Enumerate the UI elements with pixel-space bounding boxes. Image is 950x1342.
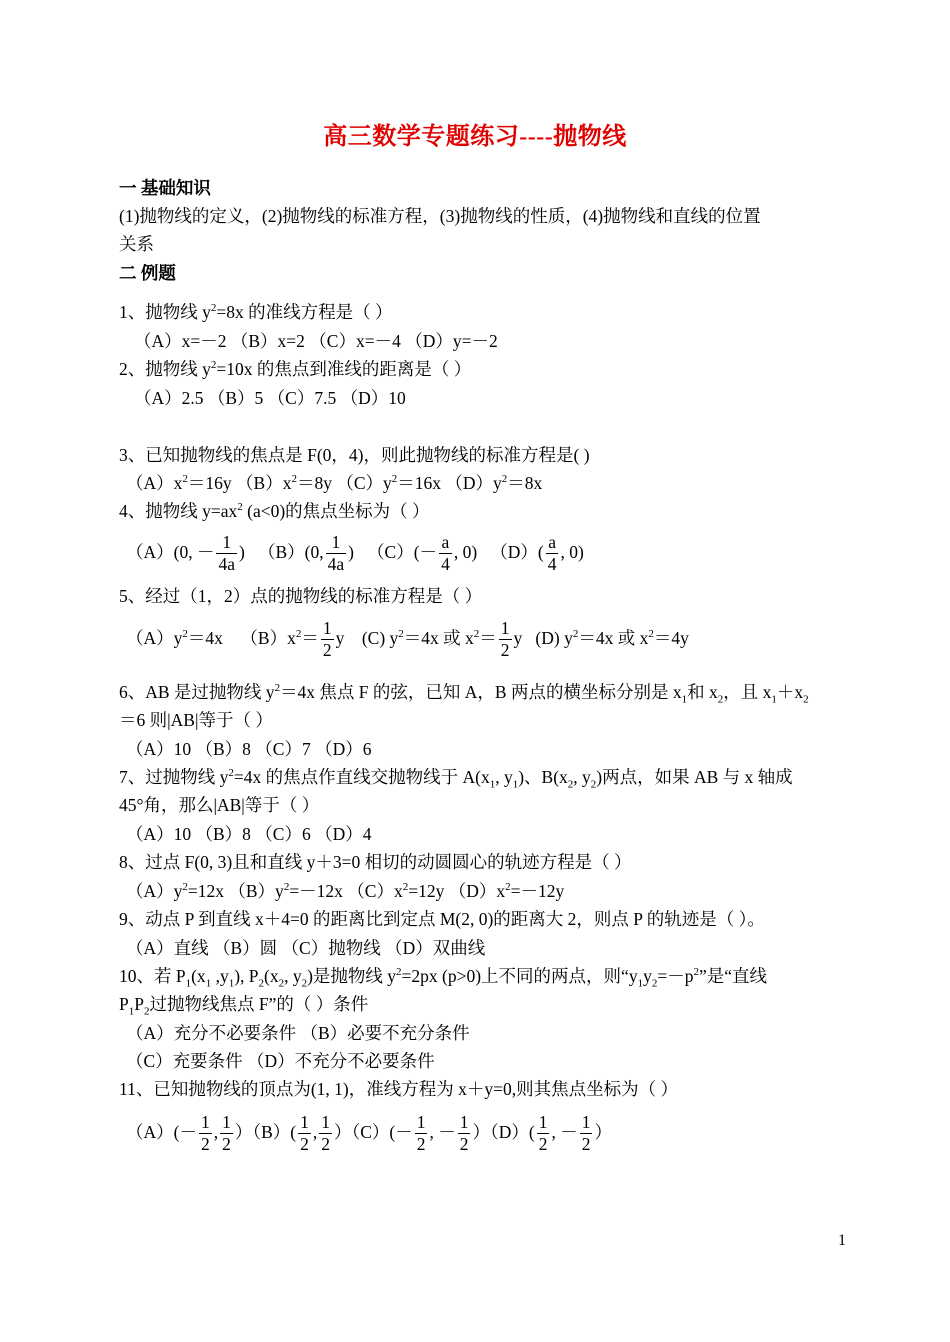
fraction: $\frac{1}{2}$ xyxy=(300,1112,309,1155)
question-6-line-1: 6、AB 是过抛物线 $y^2=4x$ 焦点 F 的弦，已知 A，B 两点的横坐标分别是 $x_1$和 $x_2$，且 $x_1+x_2$ xyxy=(119,682,809,706)
question-3-options: $(A)x^2=16y$ $(B)x^2=8y$ $(C)y^2=16x$ $(D)y^2=8x$ xyxy=(126,473,543,493)
basics-text-line-2: 关系 xyxy=(119,234,154,254)
fraction: $\frac{1}{2}$ xyxy=(200,1112,210,1155)
section-heading-examples: 二 例题 xyxy=(119,263,176,283)
fraction: $\frac{a}{4}$ xyxy=(547,532,557,575)
fraction: $\frac{1}{2}$ xyxy=(538,1112,548,1155)
fraction: $\frac{1}{2}$ xyxy=(500,618,510,661)
question-9: 9、动点 P 到直线 x＋4=0 的距离比到定点 M(2, 0)的距离大 2，则点 P 的轨迹是（ ）。 xyxy=(119,909,765,929)
question-6-line-2: ＝6 则|AB|等于（ ） xyxy=(119,710,273,730)
question-11-options: （A）(－ $\frac{1}{2}$ , $\frac{1}{2}$ ）（B）( $\frac{1}{2}$ , $\frac{1}{2}$ ）（C）(－ $\frac{1}{2}$ , － $\frac{1}{2}$ ）（D）( $\frac{1}{2}$ , － $\frac{1}{2}$ ） xyxy=(126,1112,612,1155)
question-6-options: （A）10 （B）8 （C）7 （D）6 xyxy=(126,739,372,759)
question-10-line-2: $P_1P_2$过抛物线焦点 F”的（ ）条件 xyxy=(119,994,369,1018)
page-number: 1 xyxy=(838,1232,846,1249)
page-title: 高三数学专题练习----抛物线 xyxy=(323,124,627,150)
question-2-options: （A）2.5 （B）5 （C）7.5 （D）10 xyxy=(134,388,406,408)
question-4-options: （A）(0, － $\frac{1}{4a}$ ) （B）(0, $\frac{1}{4a}$ ) （C）(－ $\frac{a}{4}$ , 0) （D）( $\frac{a}{4}$ , 0) xyxy=(126,532,584,575)
question-5-options: $(A)y^2=4x$ $(B)x^2=$ $\frac{1}{2}$ y (C) $y^2=4x$ 或 $x^2=$ $\frac{1}{2}$ y (D) $y^2=4x$ 或 $x^2=4y$ xyxy=(126,618,689,661)
fraction: $\frac{1}{2}$ xyxy=(321,1112,330,1155)
question-1: 1、抛物线 $y^2=8x$ 的准线方程是（ ） xyxy=(119,302,393,322)
question-10-options-2: （C）充要条件 （D）不充分不必要条件 xyxy=(126,1051,435,1071)
question-8-options: $(A)y^2=12x$ $(B)y^2=-12x$ $(C)x^2=12y$ $(D)x^2=-12y$ xyxy=(126,881,565,901)
question-9-options: （A）直线 （B）圆 （C）抛物线 （D）双曲线 xyxy=(126,938,486,958)
fraction: $\frac{1}{2}$ xyxy=(459,1112,469,1155)
question-4: 4、抛物线 $y=ax^2$ (a<0)的焦点坐标为（ ） xyxy=(119,501,430,521)
fraction: $\frac{1}{4a}$ xyxy=(218,532,235,575)
question-10-options-1: （A）充分不必要条件 （B）必要不充分条件 xyxy=(126,1023,470,1043)
question-7-options: （A）10 （B）8 （C）6 （D）4 xyxy=(126,824,372,844)
question-11: 11、已知抛物线的顶点为(1, 1)，准线方程为 x＋y=0,则其焦点坐标为（ ） xyxy=(119,1079,678,1099)
question-7-line-1: 7、过抛物线 $y^2=4x$ 的焦点作直线交抛物线于 $A(x_1$, $y_1$)、$B(x_2$, $y_2$)两点，如果 AB 与 x 轴成 xyxy=(119,767,793,791)
question-3: 3、已知抛物线的焦点是 F(0，4)，则此抛物线的标准方程是( ) xyxy=(119,445,590,465)
fraction: $\frac{1}{2}$ xyxy=(222,1112,231,1155)
fraction: $\frac{a}{4}$ xyxy=(441,532,450,575)
fraction: $\frac{1}{2}$ xyxy=(322,618,332,661)
question-5: 5、经过（1，2）点的抛物线的标准方程是（ ） xyxy=(119,586,483,606)
fraction: $\frac{1}{4a}$ xyxy=(327,532,345,575)
question-10-line-1: 10、若 $P_1(x_1$ $,y_1$), $P_2(x_2$, $y_2$)是抛物线 $y^2=2px$ (p>0)上不同的两点，则“$y_1y_2=-p^2$”是“直线 xyxy=(119,966,767,990)
question-7-line-2: 45°角，那么|AB|等于（ ） xyxy=(119,795,320,815)
fraction: $\frac{1}{2}$ xyxy=(581,1112,591,1155)
section-heading-basics: 一 基础知识 xyxy=(119,178,211,198)
question-8: 8、过点 F(0, 3)且和直线 y＋3=0 相切的动圆圆心的轨迹方程是（ ） xyxy=(119,852,632,872)
question-2: 2、抛物线 $y^2=10x$ 的焦点到准线的距离是（ ） xyxy=(119,359,472,379)
fraction: $\frac{1}{2}$ xyxy=(416,1112,426,1155)
question-1-options: （A）x=－2 （B）x=2 （C）x=－4 （D）y=－2 xyxy=(134,331,498,351)
basics-text-line-1: (1)抛物线的定义，(2)抛物线的标准方程，(3)抛物线的性质，(4)抛物线和直线的位置 xyxy=(119,206,761,226)
